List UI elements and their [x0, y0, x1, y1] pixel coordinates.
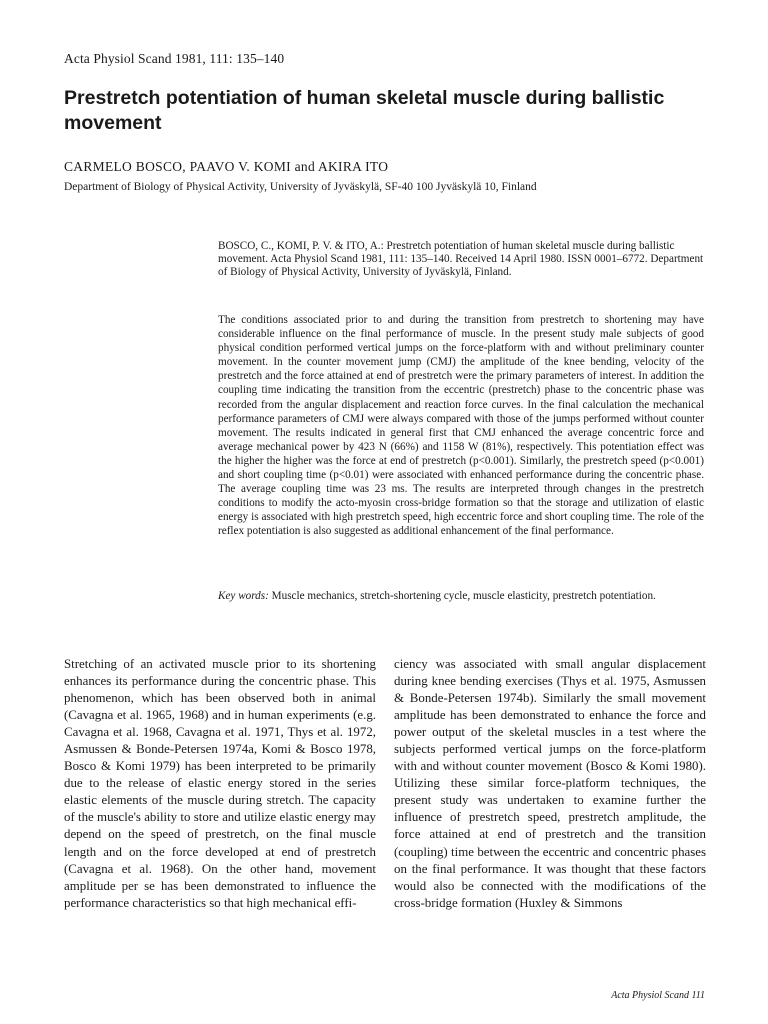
keywords-text: Muscle mechanics, stretch-shortening cycle, muscle elasticity, prestretch potentiation.: [271, 590, 656, 602]
article-title: Prestretch potentiation of human skeletal muscle during ballistic movement: [64, 87, 665, 134]
author-list: CARMELO BOSCO, PAAVO V. KOMI and AKIRA ITO: [64, 159, 389, 174]
journal-reference: Acta Physiol Scand 1981, 111: 135–140: [64, 51, 285, 66]
body-text-left-column: Stretching of an activated muscle prior to its shortening enhances its performance during the concentric phase. This phenomenon, which has been observed both in animal (Cavagna et al. 1965, 1968) and in human experiments (e.g. Cavagna et al. 1968, Cavagna et al. 1971, Thys et al. 1972, Asmussen & Bonde-Petersen 1974a, Komi & Bosco 1978, Bosco & Komi 1979) has been interpreted to be primarily due to the release of elastic energy stored in the series elastic elements of the muscle during stretch. The capacity of the muscle's ability to store and utilize elastic energy may depend on the speed of prestretch, on the final muscle length and on the force developed at end of prestretch (Cavagna et al. 1968). On the other hand, movement amplitude per se has been demonstrated to influence the performance characteristics so that high mechanical effi-: [64, 657, 376, 910]
keywords-label: Key words:: [218, 590, 269, 602]
keywords-block: [218, 589, 704, 603]
running-footer: Acta Physiol Scand 111: [611, 990, 705, 1001]
abstract-text: The conditions associated prior to and during the transition from prestretch to shortening may have considerable influence on the final performance of muscle. In the present study male subjects of good physical condition performed vertical jumps on the force-platform with and without preliminary counter movement. In the counter movement jump (CMJ) the amplitude of the knee bending, velocity of the prestretch and the force attained at end of prestretch were the primary parameters of interest. In addition the coupling time indicating the transition from the eccentric (prestretch) phase to the concentric phase was recorded from the angular displacement and reaction force curves. In the final calculation the mechanical performance parameters of CMJ were always compared with those of the jumps performed without counter movement. The results indicated in general first that CMJ enhanced the average concentric force and average mechanical power by 423 N (66%) and 1158 W (81%), respectively. This potentiation effect was the higher the higher was the force at end of prestretch (p<0.001). Similarly, the prestretch speed (p<0.001) and short coupling time (p<0.01) were associated with enhanced performance during the concentric phase. The average coupling time was 23 ms. The results are interpreted through changes in the prestretch conditions to modify the acto-myosin cross-bridge formation so that the storage and utilization of elastic energy is associated with high prestretch speed, high eccentric force and short coupling time. The role of the reflex potentiation is also suggested as additional enhancement of the final performance.: [218, 314, 704, 538]
author-affiliation: Department of Biology of Physical Activity, University of Jyväskylä, SF-40 100 Jyväskylä 10, Finland: [64, 181, 537, 193]
body-text-right-column: ciency was associated with small angular displacement during knee bending exercises (Thys et al. 1975, Asmussen & Bonde-Petersen 1974b). Similarly the small movement amplitude has been demonstrated to enhance the force and power output of the skeletal muscles in a test where the subjects performed vertical jumps on the force-platform with and without counter movement (Bosco & Komi 1980). Utilizing these similar force-platform techniques, the present study was undertaken to examine further the influence of prestretch speed, prestretch amplitude, the force attained at end of prestretch and the transition (coupling) time between the eccentric and concentric phases on the final performance. It was thought that these factors would also be connected with the modifications of the cross-bridge formation (Huxley & Simmons: [394, 657, 706, 910]
citation-block: BOSCO, C., KOMI, P. V. & ITO, A.: Prestretch potentiation of human skeletal muscle during ballistic movement. Acta Physiol Scand 1981, 111: 135–140. Received 14 April 1980. ISSN 0001–6772. Department of Biology of Physical Activity, University of Jyväskylä, Finland.: [218, 240, 704, 279]
